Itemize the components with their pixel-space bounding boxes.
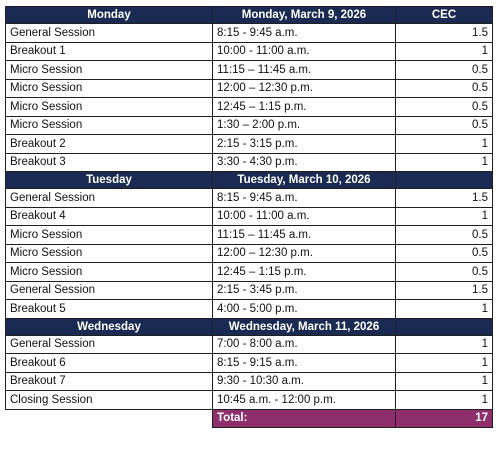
session-time: 11:15 – 11:45 a.m.	[213, 61, 396, 80]
session-name: Breakout 3	[6, 153, 213, 172]
session-row	[6, 226, 493, 245]
day-date: Wednesday, March 11, 2026	[213, 318, 396, 335]
session-cec: 1	[396, 153, 493, 172]
day-name: Wednesday	[6, 318, 213, 335]
session-cec: 0.5	[396, 98, 493, 117]
session-row	[6, 153, 493, 172]
session-name: Micro Session	[6, 98, 213, 117]
cec-column-header: CEC	[396, 7, 493, 24]
session-name: General Session	[6, 24, 213, 43]
session-row	[6, 372, 493, 391]
session-name: Breakout 4	[6, 207, 213, 226]
session-cec: 1	[396, 300, 493, 319]
session-row	[6, 98, 493, 117]
session-cec: 1	[396, 391, 493, 410]
session-row	[6, 189, 493, 208]
session-time: 8:15 - 9:45 a.m.	[213, 24, 396, 43]
session-cec: 1.5	[396, 281, 493, 300]
session-time: 11:15 – 11:45 a.m.	[213, 226, 396, 245]
session-row	[6, 135, 493, 154]
session-cec: 1	[396, 372, 493, 391]
session-cec: 0.5	[396, 244, 493, 263]
session-name: Micro Session	[6, 116, 213, 135]
session-cec: 1	[396, 335, 493, 354]
session-time: 9:30 - 10:30 a.m.	[213, 372, 396, 391]
session-row	[6, 281, 493, 300]
day-name: Tuesday	[6, 172, 213, 189]
session-name: Breakout 7	[6, 372, 213, 391]
header-blank-cell	[396, 172, 493, 189]
session-cec: 0.5	[396, 79, 493, 98]
header-blank-cell	[396, 318, 493, 335]
session-row	[6, 61, 493, 80]
session-time: 8:15 - 9:45 a.m.	[213, 189, 396, 208]
session-time: 7:00 - 8:00 a.m.	[213, 335, 396, 354]
session-name: Breakout 2	[6, 135, 213, 154]
session-row	[6, 391, 493, 410]
session-name: General Session	[6, 189, 213, 208]
day-name: Monday	[6, 7, 213, 24]
session-cec: 1.5	[396, 24, 493, 43]
day-header-wednesday	[6, 318, 493, 335]
session-row	[6, 354, 493, 373]
total-label: Total:	[213, 409, 396, 428]
total-value: 17	[396, 409, 493, 428]
session-cec: 0.5	[396, 61, 493, 80]
schedule-body	[6, 7, 493, 428]
total-spacer	[6, 409, 213, 428]
session-time: 12:00 – 12:30 p.m.	[213, 79, 396, 98]
session-cec: 0.5	[396, 226, 493, 245]
day-date: Monday, March 9, 2026	[213, 7, 396, 24]
total-row	[6, 409, 493, 428]
session-name: Micro Session	[6, 226, 213, 245]
session-row	[6, 207, 493, 226]
session-name: Breakout 5	[6, 300, 213, 319]
day-header-monday	[6, 7, 493, 24]
session-time: 12:00 – 12:30 p.m.	[213, 244, 396, 263]
session-row	[6, 79, 493, 98]
session-time: 2:15 - 3:15 p.m.	[213, 135, 396, 154]
session-cec: 1.5	[396, 189, 493, 208]
session-time: 12:45 – 1:15 p.m.	[213, 263, 396, 282]
day-header-tuesday	[6, 172, 493, 189]
session-row	[6, 335, 493, 354]
session-name: Micro Session	[6, 244, 213, 263]
session-name: Closing Session	[6, 391, 213, 410]
session-time: 10:00 - 11:00 a.m.	[213, 42, 396, 61]
session-row	[6, 42, 493, 61]
session-name: Micro Session	[6, 61, 213, 80]
session-row	[6, 24, 493, 43]
session-time: 2:15 - 3:45 p.m.	[213, 281, 396, 300]
session-time: 10:00 - 11:00 a.m.	[213, 207, 396, 226]
session-cec: 1	[396, 354, 493, 373]
session-name: General Session	[6, 281, 213, 300]
session-time: 3:30 - 4:30 p.m.	[213, 153, 396, 172]
session-time: 10:45 a.m. - 12:00 p.m.	[213, 391, 396, 410]
session-cec: 1	[396, 207, 493, 226]
session-time: 8:15 - 9:15 a.m.	[213, 354, 396, 373]
session-name: General Session	[6, 335, 213, 354]
session-time: 4:00 - 5:00 p.m.	[213, 300, 396, 319]
session-cec: 1	[396, 42, 493, 61]
session-name: Breakout 1	[6, 42, 213, 61]
session-time: 1:30 – 2:00 p.m.	[213, 116, 396, 135]
session-name: Micro Session	[6, 263, 213, 282]
session-cec: 0.5	[396, 116, 493, 135]
cec-schedule-table	[5, 6, 493, 428]
session-name: Breakout 6	[6, 354, 213, 373]
session-row	[6, 263, 493, 282]
session-row	[6, 116, 493, 135]
session-time: 12:45 – 1:15 p.m.	[213, 98, 396, 117]
session-cec: 0.5	[396, 263, 493, 282]
day-date: Tuesday, March 10, 2026	[213, 172, 396, 189]
session-cec: 1	[396, 135, 493, 154]
session-row	[6, 300, 493, 319]
session-row	[6, 244, 493, 263]
session-name: Micro Session	[6, 79, 213, 98]
